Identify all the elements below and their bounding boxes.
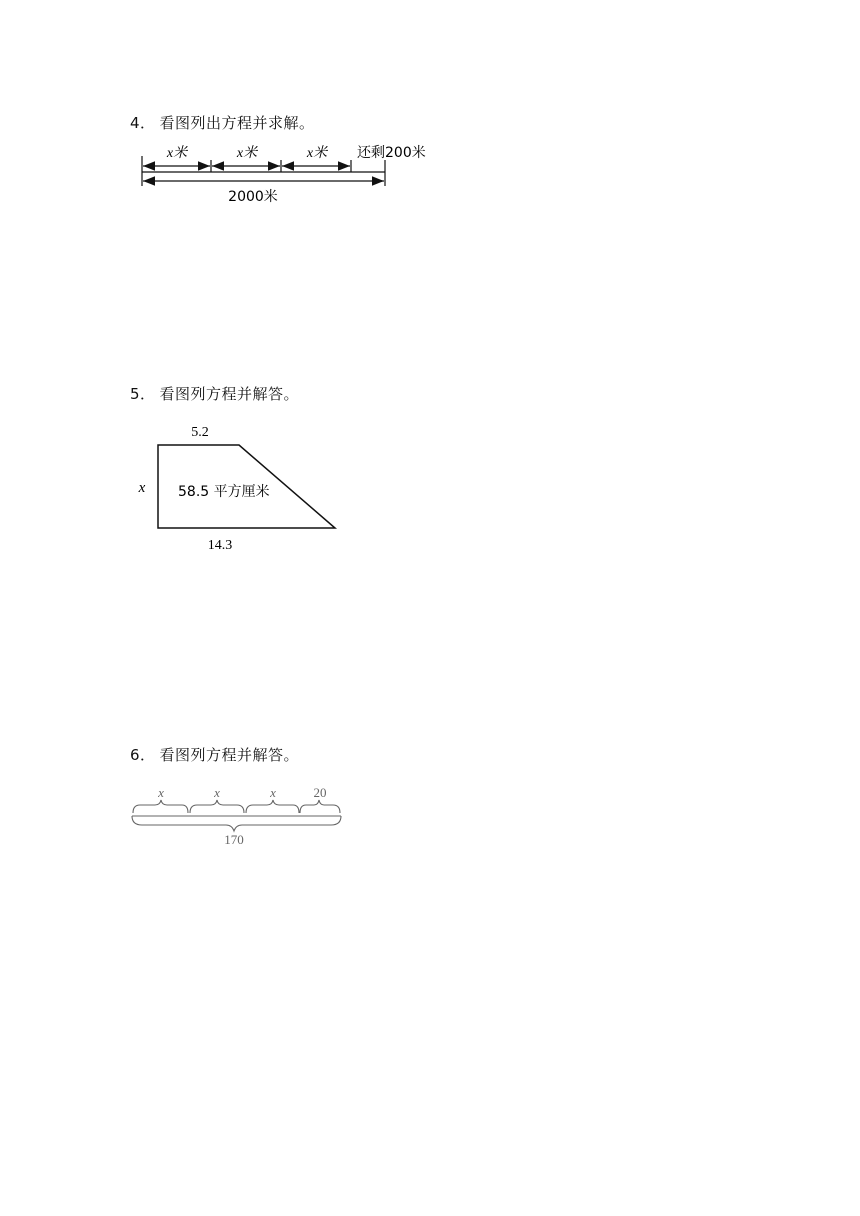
question-6-number: 6． xyxy=(130,746,156,764)
q6-brace-1 xyxy=(133,800,188,813)
q4-segment-label-3: x米 xyxy=(306,146,328,161)
q4-total-label: 2000米 xyxy=(228,189,278,205)
q6-brace-4 xyxy=(300,800,340,813)
q6-total-label: 170 xyxy=(224,832,244,847)
q4-segment-label-1: x米 xyxy=(166,146,188,161)
q6-bottom-brace xyxy=(132,816,341,831)
question-4 xyxy=(130,112,315,133)
question-4-text: 看图列出方程并求解。 xyxy=(159,114,315,132)
question-6 xyxy=(130,744,299,765)
q6-segment-label-4: 20 xyxy=(313,785,327,800)
q6-brace-3 xyxy=(246,800,299,813)
q6-brace-diagram xyxy=(128,783,358,853)
question-5 xyxy=(130,383,299,404)
q5-top-label: 5.2 xyxy=(191,425,209,440)
q6-segment-label-1: x xyxy=(158,785,164,800)
q5-area-label: 58.5 平方厘米 xyxy=(178,484,270,500)
q6-segment-label-3: x xyxy=(270,785,276,800)
question-5-number: 5． xyxy=(130,385,156,403)
q4-segment-diagram xyxy=(135,140,455,210)
q4-remainder-label: 还剩200米 xyxy=(357,145,426,161)
question-5-text: 看图列方程并解答。 xyxy=(159,385,300,403)
q5-trapezoid-diagram xyxy=(130,418,350,558)
q4-segment-label-2: x米 xyxy=(236,146,258,161)
question-4-number: 4． xyxy=(130,114,156,132)
q6-brace-2 xyxy=(190,800,244,813)
q5-bottom-label: 14.3 xyxy=(207,538,233,553)
q6-segment-label-2: x xyxy=(214,785,220,800)
question-6-text: 看图列方程并解答。 xyxy=(159,746,300,764)
q5-height-label: x xyxy=(138,480,146,496)
